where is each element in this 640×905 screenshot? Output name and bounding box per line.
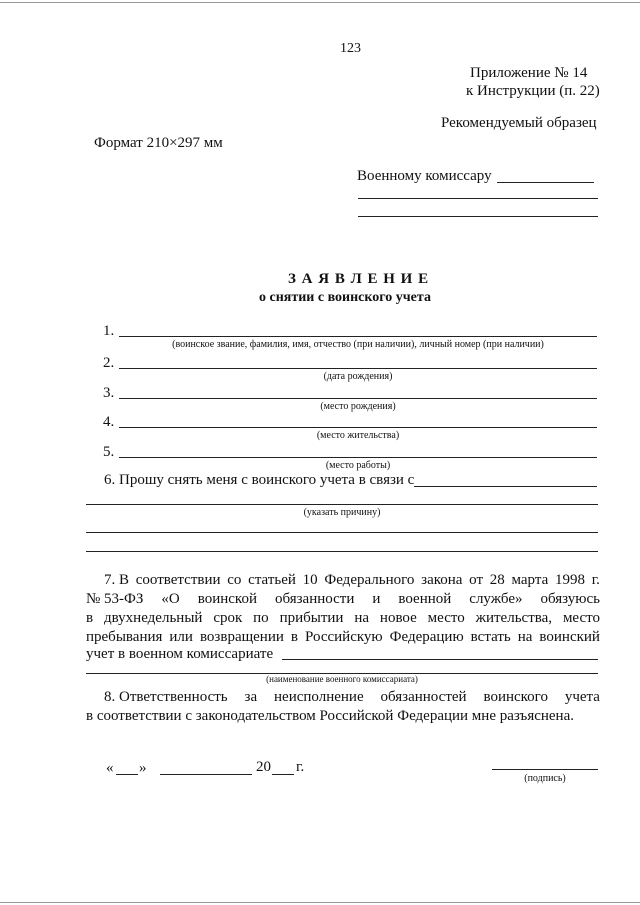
commissar-line-2[interactable] [358, 198, 598, 199]
document-subtitle: о снятии с воинского учета [259, 290, 431, 305]
p7-word: в [86, 610, 94, 626]
signature-caption: (подпись) [524, 773, 566, 784]
date-year-line[interactable] [272, 774, 294, 775]
reason-caption: (указать причину) [303, 507, 381, 518]
paragraph-8-line-1 [104, 690, 600, 705]
date-quote-close: » [139, 760, 147, 776]
reason-line[interactable] [414, 486, 597, 487]
field-caption-5: (место работы) [325, 460, 391, 471]
p7-word: и [372, 591, 381, 607]
page-number: 123 [340, 41, 361, 56]
p7-word: статьей [248, 572, 296, 588]
date-year-prefix: 20 [256, 759, 271, 775]
p7-word: на [354, 610, 370, 626]
date-day-line[interactable] [116, 774, 138, 775]
p7-word: военной [398, 591, 452, 607]
p7-word: воинской [197, 591, 257, 607]
p7-word: г. [591, 572, 600, 588]
field-number-5: 5. [103, 444, 115, 460]
p7-word: № 53-ФЗ [86, 591, 144, 607]
field-line-4[interactable] [119, 427, 597, 428]
paragraph-7-line-1 [104, 573, 600, 588]
field-caption-1: (воинское звание, фамилия, имя, отчество (при наличии), личный номер (при наличии) [172, 339, 544, 350]
p7-word: соответствии [135, 572, 221, 588]
field-number-4: 4. [103, 414, 115, 430]
commissar-line-3[interactable] [358, 216, 598, 217]
paragraph-7-line-5: учет в военном комиссариате [86, 646, 274, 662]
paragraph-8-line-2: в соответствии с законодательством Российской Федерации мне разъяснена. [86, 708, 574, 724]
p7-word: в [290, 629, 298, 645]
field-caption-4: (место жительства) [316, 430, 400, 441]
p7-word: обязанности [274, 591, 355, 607]
field-line-3[interactable] [119, 398, 597, 399]
document-title: З А Я В Л Е Н И Е [288, 271, 430, 287]
p8-word: 8. Ответственность [104, 689, 228, 705]
field-caption-2: (дата рождения) [323, 371, 393, 382]
p7-word: по [253, 610, 269, 626]
p7-word: закона [421, 572, 463, 588]
field-line-1[interactable] [119, 336, 597, 337]
format-label: Формат 210×297 мм [94, 135, 223, 151]
field-line-2[interactable] [119, 368, 597, 369]
p7-word: 28 [489, 572, 505, 588]
sample-label: Рекомендуемый образец [441, 115, 597, 131]
p7-word: службе» [469, 591, 523, 607]
p7-word: жительства, [475, 610, 553, 626]
instruction-reference: к Инструкции (п. 22) [466, 83, 600, 99]
paragraph-7-line-3 [86, 611, 600, 626]
paragraph-7-line-2 [86, 592, 600, 607]
p7-word: 10 [302, 572, 318, 588]
p7-word: прибытии [279, 610, 344, 626]
p7-word: от [469, 572, 484, 588]
p7-word: «О [161, 591, 180, 607]
p7-word: Федерального [324, 572, 415, 588]
commissar-line[interactable] [497, 182, 594, 183]
p7-word: место [427, 610, 465, 626]
p7-word: двухнедельный [103, 610, 203, 626]
reason-line-3[interactable] [86, 532, 598, 533]
p8-word: учета [564, 689, 600, 705]
field-number-3: 3. [103, 385, 115, 401]
p8-word: воинского [483, 689, 548, 705]
p7-word: Российскую [304, 629, 383, 645]
p7-word: обязуюсь [540, 591, 600, 607]
commissariat-caption: (наименование военного комиссариата) [266, 674, 418, 684]
paragraph-7-line-4 [86, 630, 600, 645]
reason-line-4[interactable] [86, 551, 598, 552]
p7-word: пребывания [86, 629, 163, 645]
p7-word: воинский [539, 629, 600, 645]
p7-word: или [169, 629, 193, 645]
p7-word: марта [511, 572, 549, 588]
p7-word: Федерацию [389, 629, 464, 645]
p7-word: возвращении [199, 629, 284, 645]
p7-word: 1998 [554, 572, 585, 588]
commissariat-line[interactable] [282, 659, 598, 660]
field-number-1: 1. [103, 323, 115, 339]
scan-edge-top [0, 2, 640, 3]
request-text: 6. Прошу снять меня с воинского учета в связи с [104, 472, 415, 488]
p8-word: обязанностей [380, 689, 467, 705]
addressee-label: Военному комиссару [357, 168, 492, 184]
p7-word: новое [379, 610, 417, 626]
p7-word: на [517, 629, 533, 645]
p7-word: встать [470, 629, 511, 645]
scan-edge-bottom [0, 902, 640, 903]
signature-line[interactable] [492, 769, 598, 770]
reason-line-2[interactable] [86, 504, 598, 505]
field-line-5[interactable] [119, 457, 597, 458]
date-year-suffix: г. [296, 759, 305, 775]
date-quote-open: « [106, 760, 114, 776]
appendix-label: Приложение № 14 [470, 65, 588, 81]
p8-word: неисполнение [274, 689, 364, 705]
p7-word: место [562, 610, 600, 626]
p8-word: за [244, 689, 258, 705]
p7-word: со [227, 572, 242, 588]
p7-word: срок [213, 610, 243, 626]
p7-word: 7. В [104, 572, 130, 588]
date-month-line[interactable] [160, 774, 252, 775]
field-caption-3: (место рождения) [320, 401, 396, 412]
field-number-2: 2. [103, 355, 115, 371]
